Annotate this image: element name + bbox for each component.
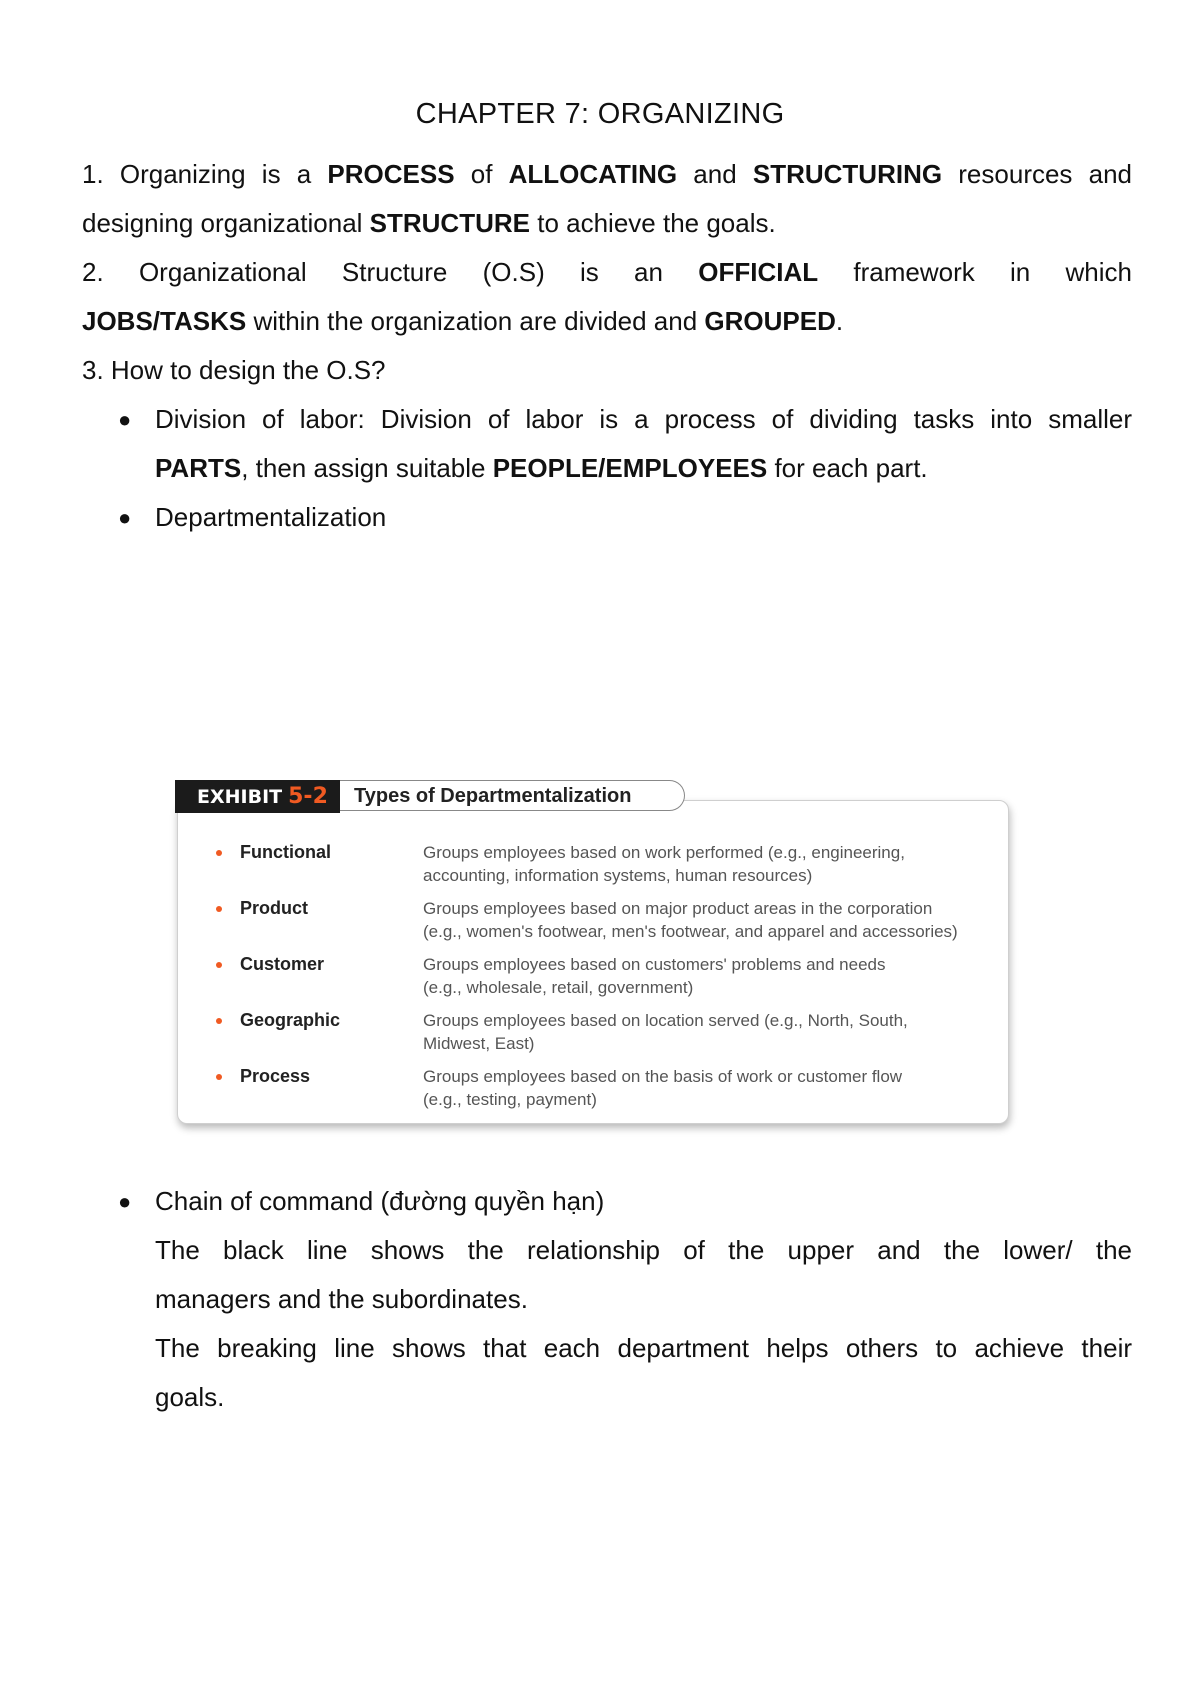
exhibit-description bbox=[423, 1009, 1003, 1055]
bold-term: PROCESS bbox=[327, 159, 455, 189]
bullet-dot-icon bbox=[216, 1018, 222, 1024]
exhibit-number: 5-2 bbox=[288, 784, 328, 809]
paragraph-3: 3. How to design the O.S? bbox=[82, 355, 386, 385]
bullet-division-line-2 bbox=[155, 451, 928, 485]
bullet-chain-of-command: Chain of command (đường quyền hạn) bbox=[155, 1186, 605, 1216]
bullet-dot-icon bbox=[216, 850, 222, 856]
bullet-icon: ● bbox=[118, 1189, 132, 1214]
chain-paragraph-2-line-1: The breaking line shows that each department helps others to achieve their bbox=[155, 1333, 1132, 1363]
paragraph-2-line-2 bbox=[82, 304, 843, 338]
exhibit-term: Product bbox=[240, 898, 309, 918]
desc-line: Groups employees based on work performed (e.g., engineering, bbox=[423, 843, 905, 862]
text: to achieve the goals. bbox=[530, 208, 776, 238]
text: 1. Organizing is a bbox=[82, 159, 328, 189]
bold-term: ALLOCATING bbox=[508, 159, 678, 189]
bullet-departmentalization: Departmentalization bbox=[155, 502, 387, 532]
chain-paragraph-1-line-1: The black line shows the relationship of the upper and the lower/ the bbox=[155, 1235, 1132, 1265]
bullet-dot-icon bbox=[216, 906, 222, 912]
bold-term: OFFICIAL bbox=[698, 257, 819, 287]
bold-term: PARTS bbox=[155, 453, 242, 483]
bullet-dot-icon bbox=[216, 962, 222, 968]
desc-line: (e.g., women's footwear, men's footwear, and apparel and accessories) bbox=[423, 922, 958, 941]
desc-line: Midwest, East) bbox=[423, 1034, 535, 1053]
bold-term: JOBS/TASKS bbox=[82, 306, 247, 336]
bullet-division-line-1: Division of labor: Division of labor is a process of dividing tasks into smaller bbox=[155, 404, 1132, 434]
exhibit-label bbox=[175, 780, 340, 813]
text: framework in which bbox=[818, 257, 1132, 287]
exhibit-row bbox=[178, 1009, 1008, 1059]
text: , then assign suitable bbox=[241, 453, 493, 483]
text: 2. Organizational Structure (O.S) is an bbox=[82, 257, 699, 287]
chain-paragraph-2-line-2: goals. bbox=[155, 1382, 225, 1412]
bold-term: GROUPED bbox=[704, 306, 836, 336]
exhibit-figure bbox=[175, 780, 1015, 1130]
bullet-dot-icon bbox=[216, 1074, 222, 1080]
text: and bbox=[677, 159, 753, 189]
exhibit-term: Geographic bbox=[240, 1010, 341, 1030]
exhibit-description bbox=[423, 1065, 1003, 1111]
desc-line: Groups employees based on the basis of work or customer flow bbox=[423, 1067, 903, 1086]
bullet-icon: ● bbox=[118, 505, 132, 530]
exhibit-card bbox=[177, 800, 1009, 1124]
text: for each part. bbox=[767, 453, 928, 483]
chain-paragraph-1-line-2: managers and the subordinates. bbox=[155, 1284, 528, 1314]
exhibit-label-text: EXHIBIT bbox=[197, 786, 283, 808]
bold-term: STRUCTURE bbox=[369, 208, 530, 238]
desc-line: accounting, information systems, human resources) bbox=[423, 866, 813, 885]
exhibit-term: Customer bbox=[240, 954, 325, 974]
exhibit-title: Types of Departmentalization bbox=[340, 780, 685, 811]
exhibit-description bbox=[423, 897, 1003, 943]
exhibit-description bbox=[423, 841, 1003, 887]
text: within the organization are divided and bbox=[246, 306, 705, 336]
text: designing organizational bbox=[82, 208, 370, 238]
exhibit-row bbox=[178, 841, 1008, 891]
bold-term: STRUCTURING bbox=[752, 159, 943, 189]
paragraph-1-line-1 bbox=[82, 157, 1132, 191]
chapter-title: CHAPTER 7: ORGANIZING bbox=[415, 98, 785, 130]
exhibit-row bbox=[178, 897, 1008, 947]
exhibit-term: Functional bbox=[240, 842, 331, 862]
exhibit-row bbox=[178, 1065, 1008, 1115]
paragraph-2-line-1 bbox=[82, 255, 1132, 289]
desc-line: (e.g., testing, payment) bbox=[423, 1090, 597, 1109]
exhibit-row bbox=[178, 953, 1008, 1003]
desc-line: Groups employees based on location served (e.g., North, South, bbox=[423, 1011, 908, 1030]
text: . bbox=[835, 306, 844, 336]
desc-line: Groups employees based on major product areas in the corporation bbox=[423, 899, 933, 918]
desc-line: (e.g., wholesale, retail, government) bbox=[423, 978, 694, 997]
text: resources and bbox=[942, 159, 1132, 189]
bold-term: PEOPLE/EMPLOYEES bbox=[492, 453, 768, 483]
exhibit-description bbox=[423, 953, 1003, 999]
text: of bbox=[454, 159, 509, 189]
exhibit-term: Process bbox=[240, 1066, 311, 1086]
desc-line: Groups employees based on customers' problems and needs bbox=[423, 955, 886, 974]
paragraph-1-line-2 bbox=[82, 206, 776, 240]
bullet-icon: ● bbox=[118, 407, 132, 432]
